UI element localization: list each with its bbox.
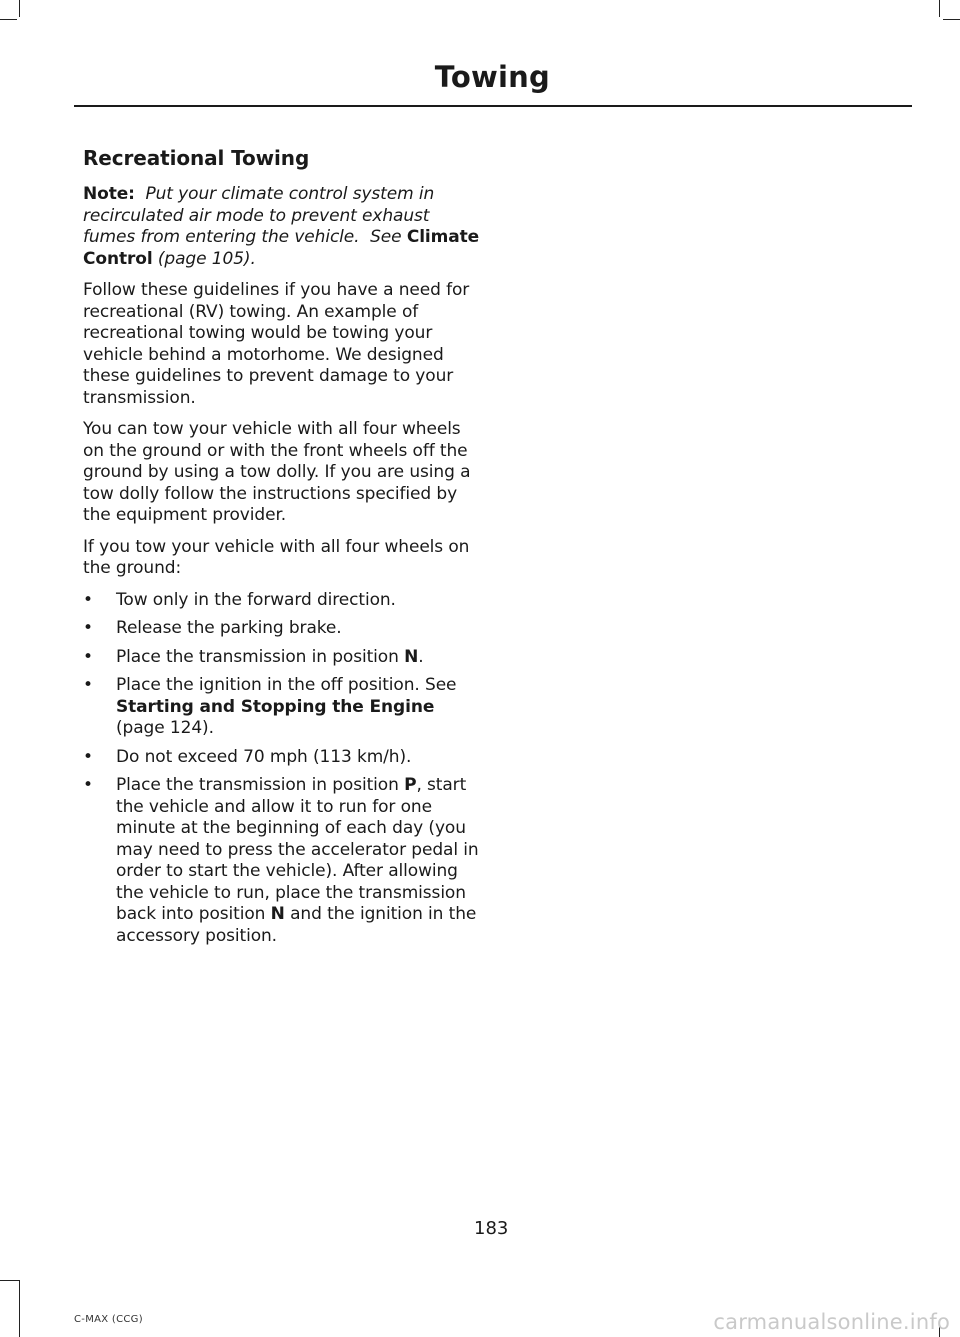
towing-steps-list: [83, 590, 481, 948]
section-heading: Recreational Towing: [83, 146, 310, 170]
watermark: carmanualsonline.info: [713, 1310, 950, 1334]
climate-control-link[interactable]: Climate Control: [83, 227, 480, 269]
bullet-text: Place the transmission in position: [116, 646, 399, 667]
crop-mark-top-left-vertical: [19, 0, 20, 17]
bullet-mark: •: [83, 646, 93, 667]
bullet-page-ref: (page 124).: [116, 718, 214, 738]
bullet-mark: •: [83, 589, 93, 610]
page-number: 183: [474, 1218, 509, 1239]
paragraph-four-wheels: If you tow your vehicle with all four wheels on the ground:: [83, 536, 470, 578]
position-p-label: P: [404, 775, 417, 795]
footer-model-code: C-MAX (CCG): [74, 1314, 143, 1325]
crop-mark-bottom-left-horizontal: [0, 1280, 19, 1281]
note-paragraph: [83, 184, 481, 270]
note-see: See: [370, 227, 402, 247]
bullet-mark: •: [83, 618, 93, 638]
list-item: [83, 747, 481, 769]
position-n-label: N: [404, 646, 419, 667]
crop-mark-bottom-left-vertical: [19, 1280, 20, 1337]
paragraph-guidelines: Follow these guidelines if you have a need for recreational (RV) towing. An example of recreational towing would be towing your vehicle behind a motorhome. We designed these guidelines to prevent damage to your transmission.: [83, 280, 470, 408]
paragraph-tow-dolly: You can tow your vehicle with all four wheels on the ground or with the front wheels off the ground by using a tow dolly. If you are using a tow dolly follow the instructions specified by the equipment provider.: [83, 419, 471, 525]
position-n-label: N: [270, 904, 285, 924]
bullet-mark: •: [83, 746, 93, 767]
note-page-ref: (page 105).: [157, 248, 256, 269]
bullet-text-end: .: [418, 646, 424, 667]
note-text: Put your climate control system in recirculated air mode to prevent exhaust fumes from entering the vehicle.: [83, 184, 435, 247]
note-label: Note:: [83, 184, 135, 204]
crop-mark-top-right-vertical: [939, 0, 940, 17]
bullet-text: Place the transmission in position: [116, 775, 399, 795]
crop-mark-top-right-horizontal: [943, 19, 960, 20]
bullet-text: Do not exceed 70 mph (113 km/h).: [116, 746, 412, 767]
bullet-text: Tow only in the forward direction.: [116, 589, 396, 610]
bullet-mark: •: [83, 775, 93, 795]
list-item: [83, 775, 481, 947]
header-divider: [74, 105, 912, 107]
bullet-text-mid: , start the vehicle and allow it to run for one minute at the beginning of each day (you may need to press the accelerator pedal in order to start the vehicle). After allowing the vehicle to run, place the transmission back into position: [116, 775, 479, 924]
bullet-text: Release the parking brake.: [116, 618, 342, 638]
crop-mark-top-left-horizontal: [0, 19, 17, 20]
bullet-text-end: and the ignition in the accessory position.: [116, 904, 477, 946]
list-item: [83, 590, 481, 612]
list-item: [83, 647, 481, 669]
page-header-title: Towing: [434, 60, 550, 94]
list-item: [83, 618, 481, 640]
starting-stopping-engine-link[interactable]: Starting and Stopping the Engine: [116, 696, 435, 717]
bullet-mark: •: [83, 675, 93, 695]
bullet-text: Place the ignition in the off position. See: [116, 675, 457, 695]
list-item: [83, 675, 481, 740]
main-content: [83, 144, 481, 954]
